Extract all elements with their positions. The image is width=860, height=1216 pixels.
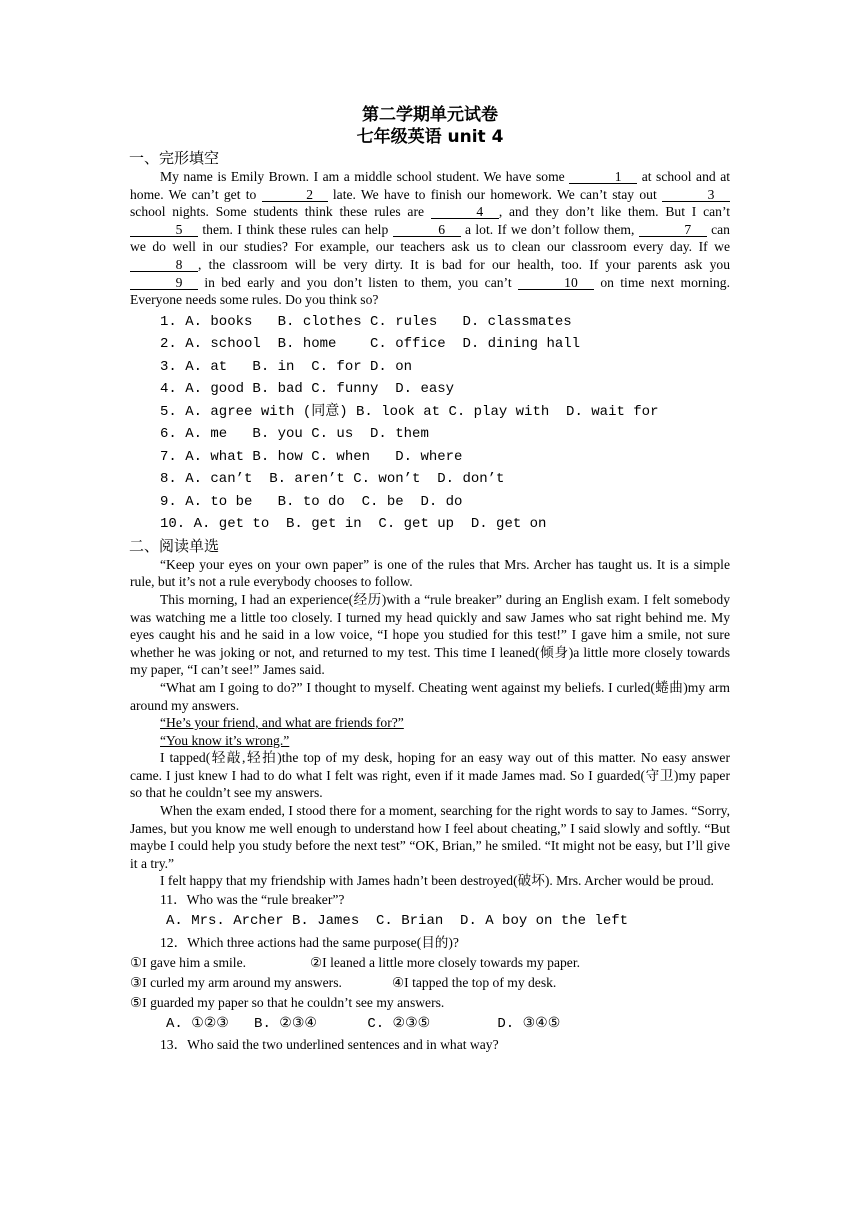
question-12-statements-row-1 (130, 953, 730, 973)
question-13: 13．Who said the two underlined sentences and in what way? (160, 1037, 499, 1053)
blank-1: 1 (569, 170, 637, 184)
blank-9: 9 (130, 276, 198, 290)
option-row-5: 5. A. agree with (同意) B. look at C. play with D. wait for (160, 403, 659, 420)
reading-paragraph: When the exam ended, I stood there for a moment, searching for the right words to say to James. “Sorry, James, but you know me well enough to understand how I feel about cheating,” I said slowly and softly. “But maybe I could help you study before the next test” “OK, Brian,” he smiled. “It might not be easy, but I’ll give it a try.” (130, 803, 730, 871)
question-12: 12．Which three actions had the same purpose(目的)? (160, 934, 459, 950)
blank-7: 7 (639, 223, 707, 237)
section-reading-heading: 二、阅读单选 (129, 536, 220, 555)
underlined-sentence-1: “He’s your friend, and what are friends for?” (160, 715, 404, 731)
cloze-passage: My name is Emily Brown. I am a middle school student. We have some 1 at school and at home. We can’t get to 2 late. We have to finish our homework. We can’t stay out 3 school nights. Some students think these rules are 4 , and they don’t like them. But I can’t 5 them. I think these rules can help 6 a lot. If we don’t follow them, 7 can we do well in our studies? For example, our teachers ask us to clean our classroom every day. If we 8 , the classroom will be very dirty. It is bad for our health, too. If your parents ask you 9 in bed early and you don’t listen to them, you can’t 10 on time next morning. Everyone needs some rules. Do you think so? (130, 169, 731, 308)
statement-1: ①I gave him a smile. (130, 954, 246, 970)
blank-4: 4 (431, 205, 499, 219)
option-row-1: 1. A. books B. clothes C. rules D. classmates (160, 313, 572, 330)
blank-5: 5 (130, 223, 198, 237)
blank-6: 6 (393, 223, 461, 237)
question-12-statements-row-3: ⑤I guarded my paper so that he couldn’t see my answers. (130, 994, 445, 1010)
question-12-options: A. ①②③ B. ②③④ C. ②③⑤ D. ③④⑤ (166, 1015, 561, 1032)
blank-8: 8 (130, 258, 198, 272)
option-row-7: 7. A. what B. how C. when D. where (160, 448, 463, 465)
section-cloze-heading: 一、完形填空 (129, 149, 220, 167)
exam-page (130, 104, 730, 1055)
option-row-6: 6. A. me B. you C. us D. them (160, 426, 429, 443)
reading-paragraph: “What am I going to do?” I thought to myself. Cheating went against my beliefs. I curled(蜷曲)my arm around my answers. (130, 679, 731, 713)
blank-3: 3 (662, 188, 730, 202)
statement-3: ③I curled my arm around my answers. (130, 974, 342, 990)
reading-paragraph: This morning, I had an experience(经历)with a “rule breaker” during an English exam. I felt somebody was watching me a little too closely. I turned my head quickly and saw James who sat right behind me. My eyes caught his and he said in a low voice, “I hope you studied for this test!” I gave him a smile, not sure whether he was joking or not, and returned to my test. This time I leaned(倾身)a little more closely towards my paper, “I can’t see!” James said. (130, 591, 730, 678)
exam-title: 第二学期单元试卷 (362, 105, 498, 125)
question-12-statements-row-2 (130, 973, 730, 993)
exam-subtitle: 七年级英语 unit 4 (356, 127, 504, 147)
option-row-10: 10. A. get to B. get in C. get up D. get on (160, 516, 547, 533)
blank-2: 2 (262, 188, 328, 202)
statement-4: ④I tapped the top of my desk. (392, 974, 557, 990)
cloze-options (130, 311, 730, 536)
option-row-9: 9. A. to be B. to do C. be D. do (160, 493, 463, 510)
underlined-sentence-2: “You know it’s wrong.” (160, 732, 290, 748)
reading-paragraph: “Keep your eyes on your own paper” is one of the rules that Mrs. Archer has taught us. It is a simple rule, but it’s not a rule everybody chooses to follow. (130, 556, 730, 590)
reading-paragraph: I tapped(轻敲,轻拍)the top of my desk, hoping for an easy way out of this matter. No easy answer came. I just knew I had to do what I felt was right, even if it made James mad. So I guarded(守卫)my paper so that he couldn’t see my answers. (130, 750, 730, 801)
blank-10: 10 (518, 276, 594, 290)
question-11: 11．Who was the “rule breaker”? (160, 892, 345, 908)
option-row-2: 2. A. school B. home C. office D. dining hall (160, 336, 581, 353)
option-row-3: 3. A. at B. in C. for D. on (160, 358, 413, 375)
option-row-4: 4. A. good B. bad C. funny D. easy (160, 381, 455, 398)
reading-paragraph: I felt happy that my friendship with James hadn’t been destroyed(破坏). Mrs. Archer would be proud. (160, 873, 714, 889)
statement-2: ②I leaned a little more closely towards my paper. (310, 954, 581, 970)
option-row-8: 8. A. can’t B. aren’t C. won’t D. don’t (160, 471, 505, 488)
question-11-options: A. Mrs. Archer B. James C. Brian D. A boy on the left (166, 913, 629, 930)
